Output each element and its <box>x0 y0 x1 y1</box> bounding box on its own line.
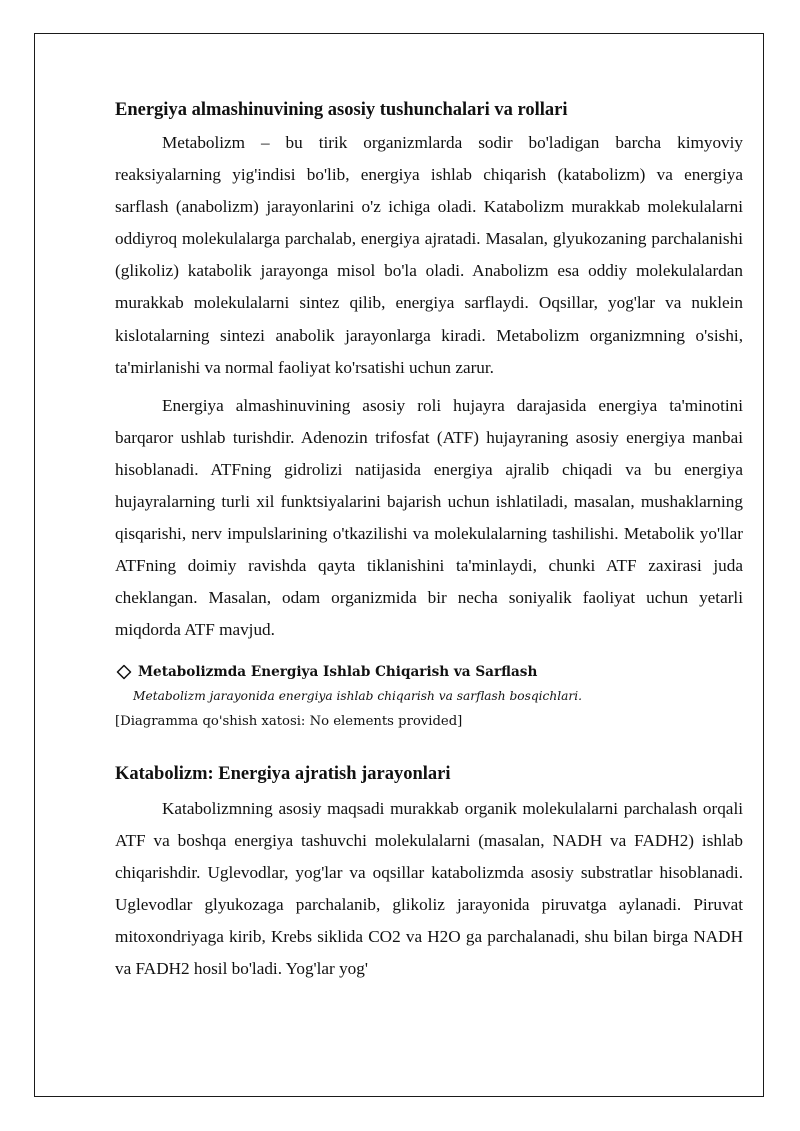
diagram-title-text: Metabolizmda Energiya Ishlab Chiqarish va Sarflash <box>138 663 538 680</box>
diagram-title <box>115 661 743 683</box>
paragraph-catabolism: Katabolizmning asosiy maqsadi murakkab organik molekulalarni parchalash orqali ATF va boshqa energiya tashuvchi molekulalarni (masalan, NADH va FADH2) ishlab chiqarishdir. Uglevodlar, yog'lar va oqsillar katabolizmda asosiy substratlar hisoblanadi. Uglevodlar glyukozaga parchalanib, glikoliz jarayonida piruvatga aylanadi. Piruvat mitoxondriyaga kirib, Krebs siklida CO2 va H2O ga parchalanadi, shu bilan birga NADH va FADH2 hosil bo'ladi. Yog'lar yog' <box>115 798 743 978</box>
section-heading-catabolism: Katabolizm: Energiya ajratish jarayonlari <box>115 763 451 784</box>
diagram-caption: Metabolizm jarayonida energiya ishlab chiqarish va sarflash bosqichlari. <box>133 688 582 703</box>
section-heading-energy-exchange: Energiya almashinuvining asosiy tushunchalari va rollari <box>115 100 568 120</box>
diagram-placeholder <box>115 661 743 733</box>
tag-icon <box>115 663 133 681</box>
paragraph-metabolism-definition: Metabolizm – bu tirik organizmlarda sodir bo'ladigan barcha kimyoviy reaksiyalarning yig'indisi bo'lib, energiya ishlab chiqarish (katabolizm) va energiya sarflash (anabolizm) jarayonlarini o'z ichiga oladi. Katabolizm murakkab molekulalarni oddiyroq molekulalarga parchalab, energiya ajratadi. Masalan, glyukozaning parchalanishi (glikoliz) katabolik jarayonga misol bo'la oladi. Anabolizm esa oddiy molekulalardan murakkab molekulalarni sintez qilib, energiya sarflaydi. Oqsillar, yog'lar va nuklein kislotalarning sintezi anabolik jarayonlarga kiradi. Metabolizm organizmning o'sishi, ta'mirlanishi va normal faoliyat ko'rsatishi uchun zarur. <box>115 133 743 377</box>
document-body <box>115 95 743 985</box>
paragraph-atp-role: Energiya almashinuvining asosiy roli hujayra darajasida energiya ta'minotini barqaror ushlab turishdir. Adenozin trifosfat (ATF) hujayraning asosiy energiya manbai hisoblanadi. ATFning gidrolizi natijasida energiya ajralib chiqadi va bu energiya hujayralarning turli xil funktsiyalarini bajarish uchun ishlatiladi, masalan, mushaklarning qisqarishi, nerv impulslarining o'tkazilishi va molekulalarning tashilishi. Metabolik yo'llar ATFning doimiy ravishda qayta tiklanishini ta'minlaydi, chunki ATF zaxirasi juda cheklangan. Masalan, odam organizmida bir necha soniyalik faoliyat uchun yetarli miqdorda ATF mavjud. <box>115 395 743 640</box>
diagram-error-message: [Diagramma qo'shish xatosi: No elements provided] <box>115 713 463 729</box>
